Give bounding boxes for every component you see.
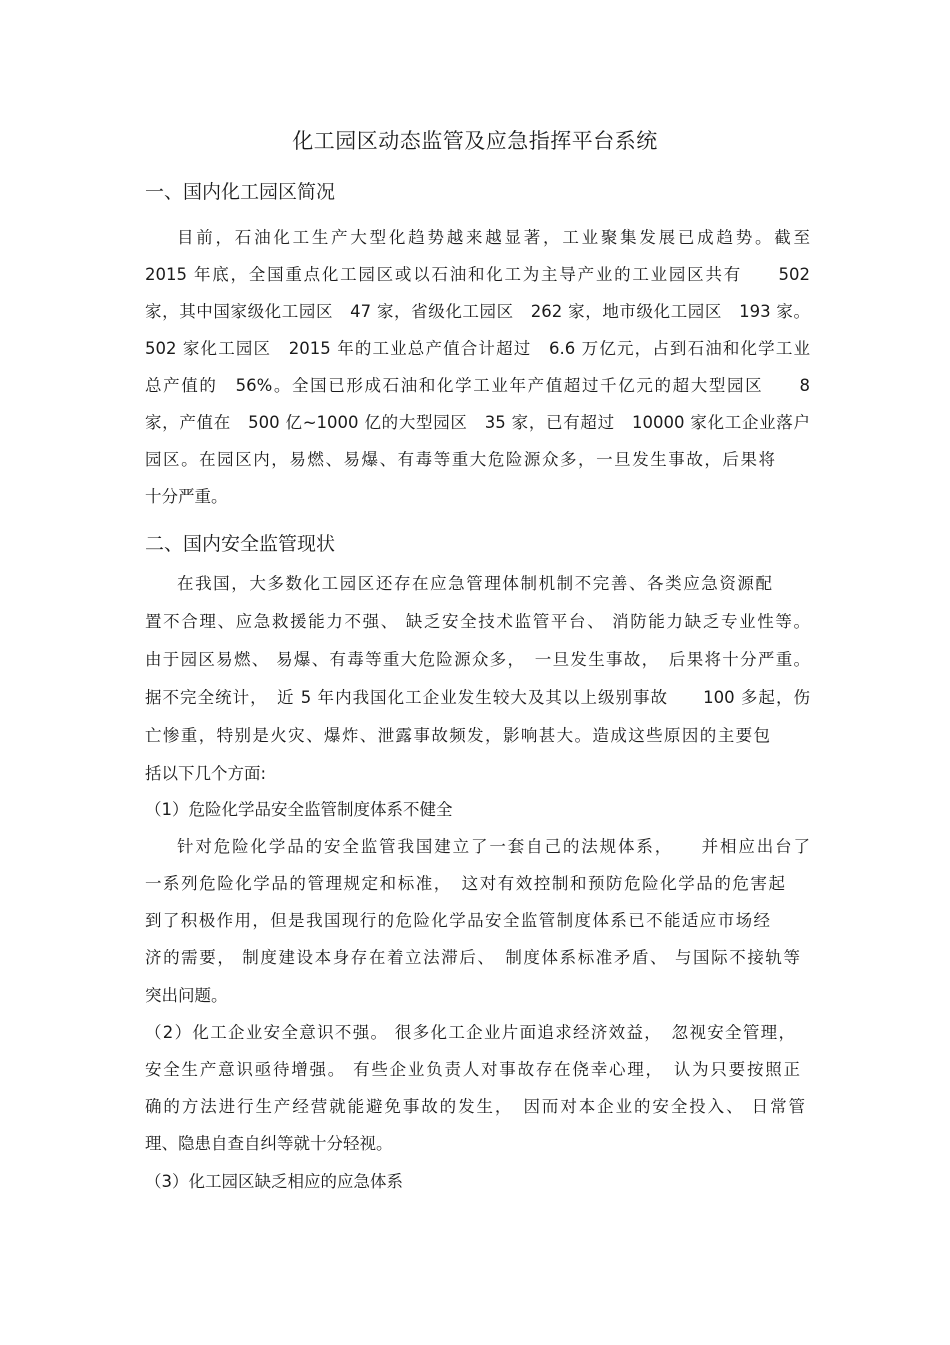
paragraph-line: 置不合理、应急救援能力不强、 缺乏安全技术监管平台、 消防能力缺乏专业性等。 bbox=[145, 612, 810, 631]
paragraph-line: 确的方法进行生产经营就能避免事故的发生， 因而对本企业的安全投入、 日常管 bbox=[145, 1097, 805, 1116]
paragraph-line: 家，其中国家级化工园区 47 家，省级化工园区 262 家，地市级化工园区 193 家。 bbox=[145, 302, 810, 321]
paragraph-line: 502 家化工园区 2015 年的工业总产值合计超过 6.6 万亿元，占到石油和化学工业 bbox=[145, 339, 810, 358]
section-2-heading: 二、国内安全监管现状 bbox=[145, 533, 336, 555]
document-title: 化工园区动态监管及应急指挥平台系统 bbox=[292, 129, 658, 153]
paragraph-line: 目前，石油化工生产大型化趋势越来越显著，工业聚集发展已成趋势。截至 bbox=[177, 228, 810, 247]
paragraph-line: （2）化工企业安全意识不强。 很多化工企业片面追求经济效益， 忽视安全管理， bbox=[145, 1023, 795, 1042]
paragraph-line: 到了积极作用，但是我国现行的危险化学品安全监管制度体系已不能适应市场经 bbox=[145, 911, 770, 930]
paragraph-line: 2015 年底，全国重点化工园区或以石油和化工为主导产业的工业园区共有 502 bbox=[145, 265, 810, 284]
paragraph-line: 据不完全统计， 近 5 年内我国化工企业发生较大及其以上级别事故 100 多起，伤 bbox=[145, 688, 810, 707]
subsection-1-heading: （1）危险化学品安全监管制度体系不健全 bbox=[145, 800, 453, 819]
paragraph-line: 针对危险化学品的安全监管我国建立了一套自己的法规体系， 并相应出台了 bbox=[177, 837, 810, 856]
subsection-3-heading: （3）化工园区缺乏相应的应急体系 bbox=[145, 1172, 403, 1191]
paragraph-line: 济的需要， 制度建设本身存在着立法滞后、 制度体系标准矛盾、 与国际不接轨等 bbox=[145, 948, 800, 967]
paragraph-line: 突出问题。 bbox=[145, 986, 228, 1005]
paragraph-line: 理、隐患自查自纠等就十分轻视。 bbox=[145, 1134, 393, 1153]
paragraph-line: 在我国，大多数化工园区还存在应急管理体制机制不完善、各类应急资源配 bbox=[177, 574, 772, 593]
paragraph-line: 括以下几个方面: bbox=[145, 764, 267, 783]
paragraph-line: 由于园区易燃、 易爆、有毒等重大危险源众多， 一旦发生事故， 后果将十分严重。 bbox=[145, 650, 810, 669]
paragraph-line: 一系列危险化学品的管理规定和标准， 这对有效控制和预防危险化学品的危害起 bbox=[145, 874, 785, 893]
paragraph-line: 园区。在园区内，易燃、易爆、有毒等重大危险源众多，一旦发生事故，后果将 bbox=[145, 450, 775, 469]
paragraph-line: 家，产值在 500 亿~1000 亿的大型园区 35 家，已有超过 10000 家化工企业落户 bbox=[145, 413, 810, 432]
paragraph-line: 亡惨重，特别是火灾、爆炸、泄露事故频发，影响甚大。造成这些原因的主要包 bbox=[145, 726, 770, 745]
section-1-heading: 一、国内化工园区简况 bbox=[145, 181, 336, 203]
paragraph-line: 总产值的 56%。全国已形成石油和化学工业年产值超过千亿元的超大型园区 8 bbox=[145, 376, 810, 395]
paragraph-line: 十分严重。 bbox=[145, 487, 228, 506]
paragraph-line: 安全生产意识亟待增强。 有些企业负责人对事故存在侥幸心理， 认为只要按照正 bbox=[145, 1060, 800, 1079]
